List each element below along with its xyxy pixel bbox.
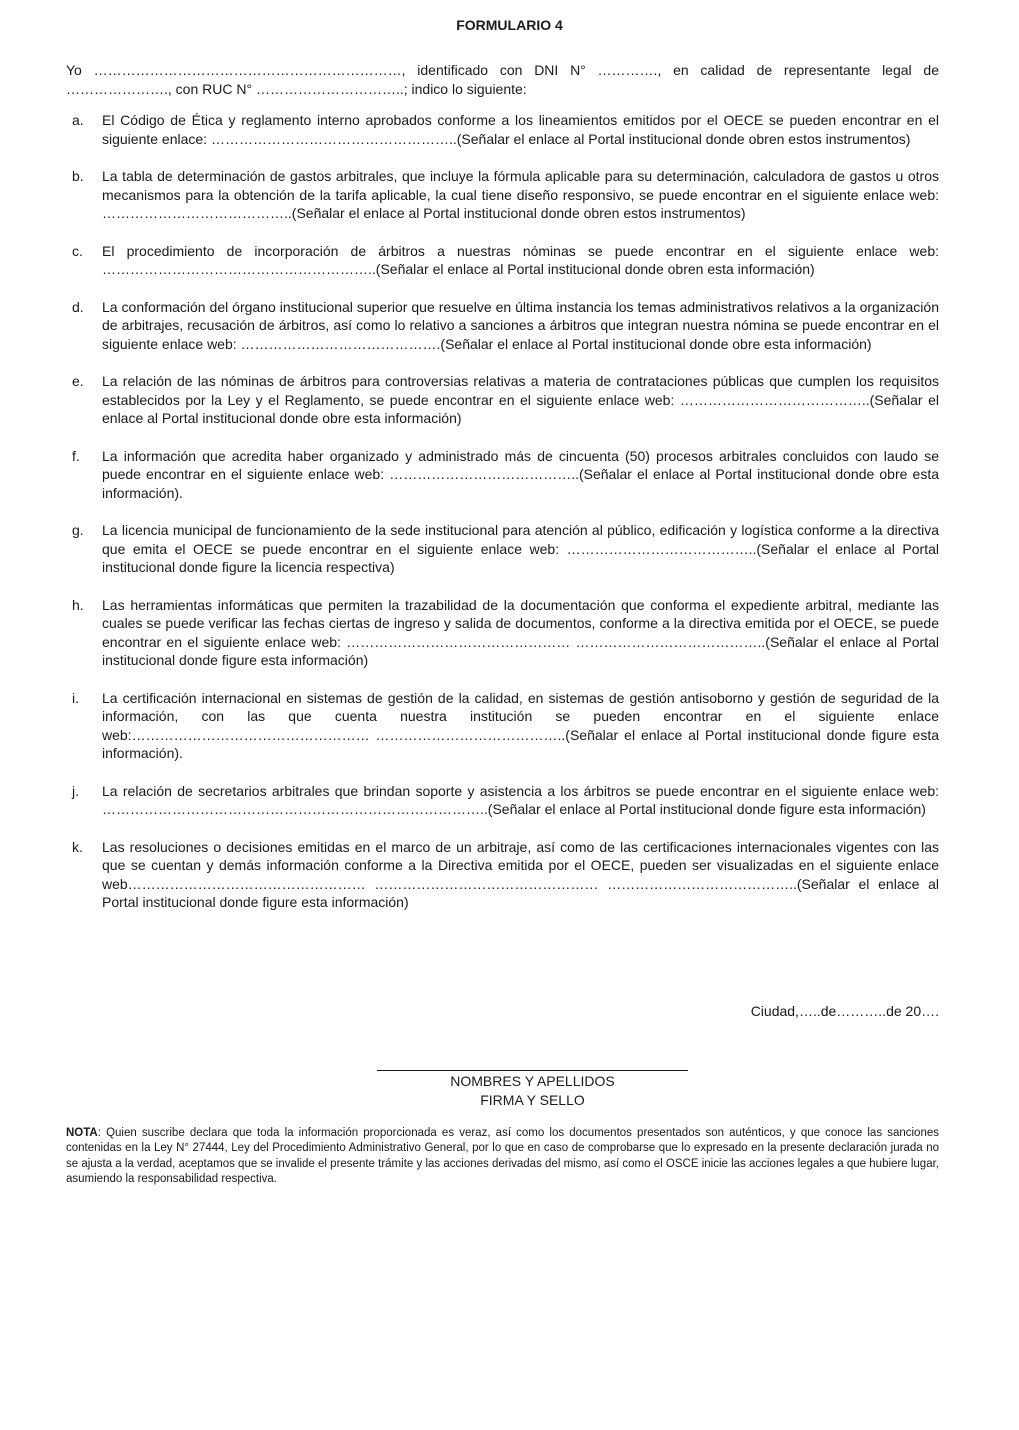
item-letter: k. [72, 838, 83, 855]
item-letter: g. [72, 522, 84, 538]
item-text: El procedimiento de incorporación de árbitros a nuestras nóminas se puede encontrar en el siguiente enlace web: …………………………………………………..(Señalar el enlace al Portal institucional donde obren esta información) [102, 242, 939, 277]
item-letter: f. [72, 447, 80, 464]
item-text: La tabla de determinación de gastos arbitrales, que incluye la fórmula aplicable para su determinación, calculadora de gastos u otros mecanismos para la obtención de la tarifa aplicable, la cual tiene diseño responsivo, se puede encontrar en el siguiente enlace web: …………………………………..(Señalar el enlace al Portal institucional donde obren estos instrumentos) [102, 168, 939, 221]
declaration-item [66, 447, 939, 503]
intro-paragraph: Yo …………………………………………………………, identificado con DNI N° …………., en calidad de representante legal de …………………., con RUC N° …………………………..; indico lo siguiente: [66, 62, 939, 97]
item-letter: a. [72, 112, 84, 128]
item-text: La relación de secretarios arbitrales que brindan soporte y asistencia a los árbitros se puede encontrar en el siguiente enlace web: ………………………………………………………………………..(Señalar el enlace al Portal institucional donde figure esta información) [102, 782, 939, 817]
date-line: Ciudad,…..de………..de 20…. [750, 1003, 939, 1019]
item-letter: c. [72, 242, 83, 259]
declaration-items-list [66, 111, 939, 931]
item-letter: j. [72, 782, 79, 799]
item-text: La información que acredita haber organizado y administrado más de cincuenta (50) procesos arbitrales concluidos con laudo se puede encontrar en el siguiente enlace web: …………………………………..(Señalar el enlace al Portal institucional donde obre esta información). [102, 447, 939, 501]
item-text: La licencia municipal de funcionamiento de la sede institucional para atención al público, edificación y logística conforme a la directiva que emita el OECE se puede encontrar en el siguiente enlace web: …………………………………..(Señalar el enlace al Portal institucional donde figure la licencia respectiva) [102, 522, 939, 575]
item-text: Las resoluciones o decisiones emitidas en el marco de un arbitraje, así como de las certificaciones internacionales vigentes con las que se cuentan y demás información conforme a la Directiva emitida por el OECE, pueden ser visualizadas en el siguiente enlace web…………………………………………… ………………………………………… …………………………………..(Señalar el enlace al Portal institucional donde figure esta información) [102, 838, 939, 910]
declaration-item [66, 372, 939, 428]
item-text: La certificación internacional en sistemas de gestión de la calidad, en sistemas de gestión antisoborno y gestión de seguridad de la información, con las que cuenta nuestra institución se pueden encontrar en el siguiente enlace web:…………………………………………… …………………………………..(Señalar el enlace al Portal institucional donde figure esta información). [102, 689, 939, 761]
declaration-item [66, 838, 939, 912]
signature-name-label: NOMBRES Y APELLIDOS [450, 1073, 615, 1089]
declaration-item [66, 242, 939, 279]
item-text: La conformación del órgano institucional superior que resuelve en última instancia los temas administrativos relativos a la organización de arbitrajes, recusación de árbitros, así como lo relativo a sanciones a árbitros que integran nuestra nómina se puede encontrar en el siguiente enlace web: …………………………………….(Señalar el enlace al Portal institucional donde obre esta información) [102, 298, 939, 352]
item-letter: i. [72, 689, 79, 706]
item-letter: h. [72, 596, 84, 613]
declaration-item [66, 298, 939, 354]
nota-text: : Quien suscribe declara que toda la información proporcionada es veraz, así como los documentos presentados son auténticos, y que conoce las sanciones contenidas en la Ley N° 27444, Ley del Procedimiento Administrativo General, por lo que en caso de comprobarse que lo expresado en la presente declaración jurada no se ajusta a la verdad, aceptamos que se invalide el presente trámite y las acciones derivadas del mismo, así como el OSCE inicie las acciones legales a que hubiere lugar, asumiendo la responsabilidad respectiva. [66, 1127, 939, 1185]
declaration-item [66, 521, 939, 577]
item-letter: e. [72, 373, 84, 389]
nota-label: NOTA [66, 1127, 98, 1139]
declaration-item [66, 111, 939, 148]
item-text: El Código de Ética y reglamento interno aprobados conforme a los lineamientos emitidos por el OECE se pueden encontrar en el siguiente enlace: ……………………………………………..(Señalar el enlace al Portal institucional donde obren estos instrumentos) [102, 112, 939, 147]
declaration-item [66, 596, 939, 670]
item-letter: b. [72, 168, 84, 184]
declaration-item [66, 689, 939, 763]
declaration-item [66, 782, 939, 819]
form-title: FORMULARIO 4 [456, 17, 563, 33]
signature-seal-label: FIRMA Y SELLO [480, 1092, 585, 1108]
nota-paragraph [66, 1126, 939, 1187]
item-text: Las herramientas informáticas que permiten la trazabilidad de la documentación que conforma el expediente arbitral, mediante las cuales se puede verificar las fechas ciertas de ingreso y salida de documentos, conforme a la directiva emitida por el OECE, se puede encontrar en el siguiente enlace web: ………………………………………… …………………………………..(Señalar el enlace al Portal institucional donde figure esta información) [102, 596, 939, 668]
item-text: La relación de las nóminas de árbitros para controversias relativas a materia de contrataciones públicas que cumplen los requisitos establecidos por la Ley y el Reglamento, se puede encontrar en el siguiente enlace web: …………………………………..(Señalar el enlace al Portal institucional donde obre esta información) [102, 373, 939, 426]
declaration-item [66, 167, 939, 223]
signature-line [377, 1070, 688, 1071]
item-letter: d. [72, 298, 84, 315]
